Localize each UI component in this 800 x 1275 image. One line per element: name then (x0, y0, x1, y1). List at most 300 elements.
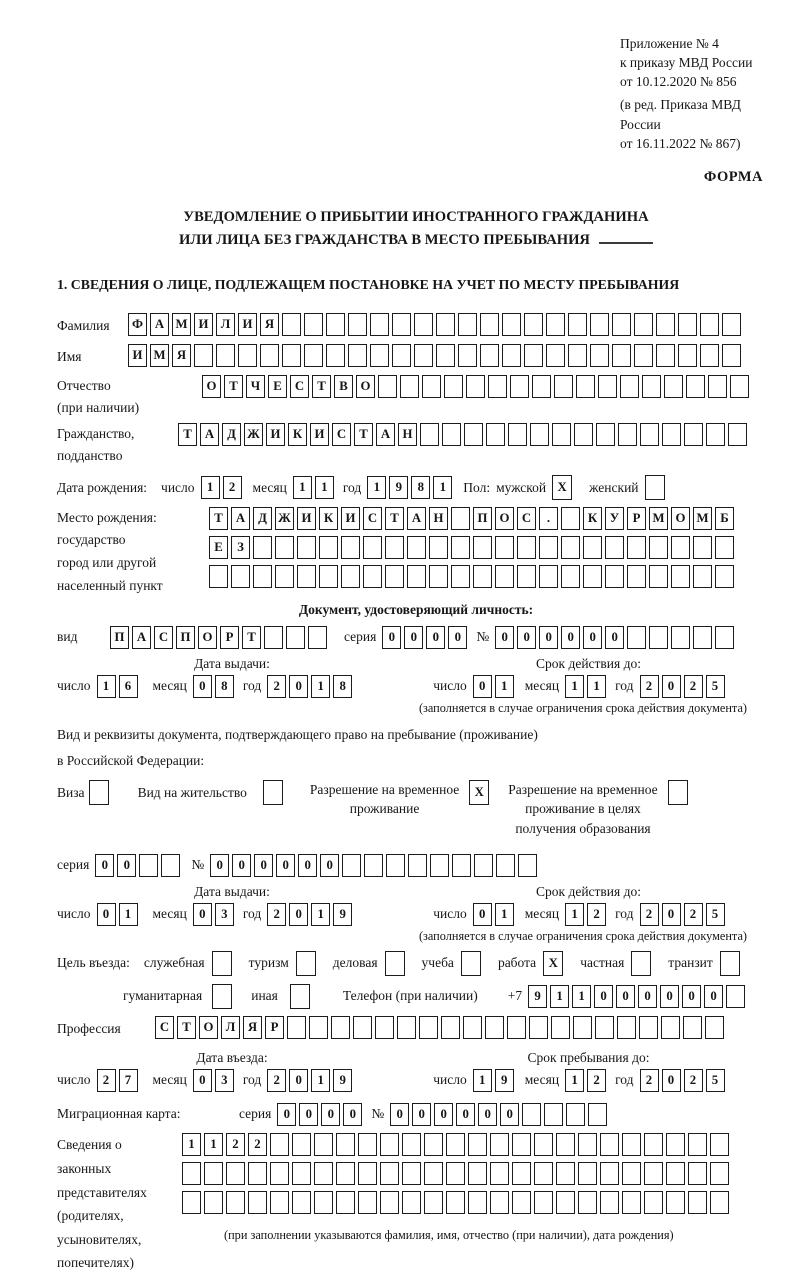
char-cell[interactable]: 0 (682, 985, 701, 1008)
char-cell[interactable]: 1 (315, 476, 334, 499)
char-cell[interactable] (424, 1162, 443, 1185)
char-cell[interactable] (400, 375, 419, 398)
char-cell[interactable] (474, 854, 493, 877)
char-cell[interactable] (452, 854, 471, 877)
char-cell[interactable]: М (649, 507, 668, 530)
char-cell[interactable] (468, 1133, 487, 1156)
char-cell[interactable] (649, 626, 668, 649)
char-cell[interactable]: Н (429, 507, 448, 530)
char-cell[interactable] (544, 1103, 563, 1126)
char-cell[interactable] (539, 565, 558, 588)
char-cell[interactable] (573, 1016, 592, 1039)
char-cell[interactable] (671, 565, 690, 588)
char-cell[interactable] (618, 423, 637, 446)
char-cell[interactable]: И (341, 507, 360, 530)
char-cell[interactable]: 0 (448, 626, 467, 649)
char-cell[interactable]: 0 (517, 626, 536, 649)
char-cell[interactable]: Я (172, 344, 191, 367)
char-cell[interactable] (161, 854, 180, 877)
char-cell[interactable]: 0 (320, 854, 339, 877)
char-cell[interactable] (715, 626, 734, 649)
char-cell[interactable]: 2 (640, 675, 659, 698)
char-cell[interactable] (263, 780, 283, 805)
char-cell[interactable] (348, 313, 367, 336)
char-cell[interactable] (495, 565, 514, 588)
char-cell[interactable] (282, 313, 301, 336)
char-cell[interactable]: 8 (333, 675, 352, 698)
char-cell[interactable]: 9 (495, 1069, 514, 1092)
char-cell[interactable] (524, 313, 543, 336)
char-cell[interactable]: 0 (539, 626, 558, 649)
char-cell[interactable] (260, 344, 279, 367)
char-cell[interactable]: 0 (662, 1069, 681, 1092)
char-cell[interactable] (642, 375, 661, 398)
char-cell[interactable] (397, 1016, 416, 1039)
char-cell[interactable]: 8 (215, 675, 234, 698)
char-cell[interactable] (436, 344, 455, 367)
char-cell[interactable]: 1 (495, 903, 514, 926)
char-cell[interactable] (485, 1016, 504, 1039)
char-cell[interactable] (640, 423, 659, 446)
char-cell[interactable] (463, 1016, 482, 1039)
char-cell[interactable] (644, 1191, 663, 1214)
char-cell[interactable]: Р (627, 507, 646, 530)
char-cell[interactable]: Т (385, 507, 404, 530)
char-cell[interactable]: Ж (275, 507, 294, 530)
char-cell[interactable] (292, 1133, 311, 1156)
char-cell[interactable] (631, 951, 651, 976)
char-cell[interactable]: 1 (311, 1069, 330, 1092)
char-cell[interactable] (292, 1191, 311, 1214)
char-cell[interactable] (364, 854, 383, 877)
char-cell[interactable] (693, 565, 712, 588)
char-cell[interactable] (444, 375, 463, 398)
char-cell[interactable] (402, 1191, 421, 1214)
char-cell[interactable]: З (231, 536, 250, 559)
char-cell[interactable] (496, 854, 515, 877)
char-cell[interactable] (314, 1133, 333, 1156)
char-cell[interactable] (546, 344, 565, 367)
char-cell[interactable] (336, 1133, 355, 1156)
char-cell[interactable]: Т (177, 1016, 196, 1039)
char-cell[interactable] (529, 1016, 548, 1039)
char-cell[interactable] (385, 565, 404, 588)
char-cell[interactable]: 0 (232, 854, 251, 877)
char-cell[interactable]: 0 (704, 985, 723, 1008)
char-cell[interactable] (182, 1191, 201, 1214)
char-cell[interactable]: П (473, 507, 492, 530)
char-cell[interactable] (458, 344, 477, 367)
char-cell[interactable]: 0 (321, 1103, 340, 1126)
char-cell[interactable] (722, 344, 741, 367)
char-cell[interactable] (468, 1191, 487, 1214)
char-cell[interactable] (561, 507, 580, 530)
char-cell[interactable]: 9 (333, 903, 352, 926)
char-cell[interactable] (668, 780, 688, 805)
char-cell[interactable]: 2 (223, 476, 242, 499)
char-cell[interactable]: В (334, 375, 353, 398)
char-cell[interactable]: 0 (583, 626, 602, 649)
char-cell[interactable] (336, 1162, 355, 1185)
char-cell[interactable]: 0 (210, 854, 229, 877)
char-cell[interactable] (678, 313, 697, 336)
char-cell[interactable] (358, 1133, 377, 1156)
char-cell[interactable]: 1 (367, 476, 386, 499)
char-cell[interactable] (194, 344, 213, 367)
char-cell[interactable] (308, 626, 327, 649)
char-cell[interactable] (270, 1133, 289, 1156)
char-cell[interactable] (182, 1162, 201, 1185)
char-cell[interactable]: 0 (97, 903, 116, 926)
char-cell[interactable]: 1 (495, 675, 514, 698)
char-cell[interactable]: Т (242, 626, 261, 649)
char-cell[interactable] (556, 1162, 575, 1185)
char-cell[interactable] (231, 565, 250, 588)
char-cell[interactable]: 0 (298, 854, 317, 877)
char-cell[interactable] (461, 951, 481, 976)
char-cell[interactable] (656, 344, 675, 367)
char-cell[interactable]: Б (715, 507, 734, 530)
char-cell[interactable] (576, 375, 595, 398)
char-cell[interactable] (380, 1162, 399, 1185)
char-cell[interactable]: 0 (299, 1103, 318, 1126)
char-cell[interactable] (715, 536, 734, 559)
char-cell[interactable] (468, 1162, 487, 1185)
char-cell[interactable]: 0 (289, 1069, 308, 1092)
char-cell[interactable] (407, 565, 426, 588)
char-cell[interactable]: 0 (426, 626, 445, 649)
char-cell[interactable] (436, 313, 455, 336)
char-cell[interactable] (612, 344, 631, 367)
char-cell[interactable]: Л (216, 313, 235, 336)
char-cell[interactable]: С (155, 1016, 174, 1039)
char-cell[interactable] (556, 1191, 575, 1214)
char-cell[interactable] (634, 313, 653, 336)
char-cell[interactable] (370, 344, 389, 367)
char-cell[interactable] (710, 1191, 729, 1214)
char-cell[interactable]: О (356, 375, 375, 398)
char-cell[interactable]: О (199, 1016, 218, 1039)
char-cell[interactable]: 0 (117, 854, 136, 877)
char-cell[interactable] (720, 951, 740, 976)
char-cell[interactable] (686, 375, 705, 398)
char-cell[interactable]: О (198, 626, 217, 649)
char-cell[interactable] (304, 344, 323, 367)
char-cell[interactable] (275, 536, 294, 559)
char-cell[interactable] (204, 1191, 223, 1214)
char-cell[interactable]: 8 (411, 476, 430, 499)
char-cell[interactable] (430, 854, 449, 877)
char-cell[interactable] (253, 565, 272, 588)
char-cell[interactable] (441, 1016, 460, 1039)
char-cell[interactable] (502, 344, 521, 367)
char-cell[interactable]: 0 (605, 626, 624, 649)
char-cell[interactable]: 5 (706, 675, 725, 698)
char-cell[interactable]: 2 (97, 1069, 116, 1092)
char-cell[interactable] (561, 536, 580, 559)
char-cell[interactable] (722, 313, 741, 336)
char-cell[interactable] (639, 1016, 658, 1039)
char-cell[interactable]: М (150, 344, 169, 367)
char-cell[interactable]: 1 (565, 675, 584, 698)
char-cell[interactable] (386, 854, 405, 877)
char-cell[interactable] (726, 985, 745, 1008)
char-cell[interactable]: Ч (246, 375, 265, 398)
char-cell[interactable] (512, 1133, 531, 1156)
char-cell[interactable] (530, 423, 549, 446)
char-cell[interactable]: К (583, 507, 602, 530)
char-cell[interactable]: 1 (550, 985, 569, 1008)
char-cell[interactable]: 9 (333, 1069, 352, 1092)
char-cell[interactable] (688, 1133, 707, 1156)
char-cell[interactable] (605, 536, 624, 559)
char-cell[interactable]: А (231, 507, 250, 530)
char-cell[interactable] (319, 536, 338, 559)
char-cell[interactable] (715, 565, 734, 588)
char-cell[interactable]: 0 (277, 1103, 296, 1126)
char-cell[interactable] (464, 423, 483, 446)
char-cell[interactable] (348, 344, 367, 367)
char-cell[interactable] (617, 1016, 636, 1039)
char-cell[interactable] (488, 375, 507, 398)
char-cell[interactable] (656, 313, 675, 336)
char-cell[interactable]: А (200, 423, 219, 446)
char-cell[interactable] (270, 1162, 289, 1185)
char-cell[interactable]: М (172, 313, 191, 336)
char-cell[interactable] (451, 507, 470, 530)
char-cell[interactable] (490, 1162, 509, 1185)
char-cell[interactable] (645, 475, 665, 500)
char-cell[interactable]: Р (265, 1016, 284, 1039)
char-cell[interactable] (534, 1133, 553, 1156)
char-cell[interactable]: И (297, 507, 316, 530)
char-cell[interactable] (253, 536, 272, 559)
char-cell[interactable] (287, 1016, 306, 1039)
char-cell[interactable]: 2 (587, 903, 606, 926)
char-cell[interactable] (89, 780, 109, 805)
char-cell[interactable] (661, 1016, 680, 1039)
char-cell[interactable]: С (154, 626, 173, 649)
char-cell[interactable]: 0 (561, 626, 580, 649)
char-cell[interactable]: С (332, 423, 351, 446)
char-cell[interactable]: 6 (119, 675, 138, 698)
char-cell[interactable] (590, 313, 609, 336)
char-cell[interactable]: 0 (660, 985, 679, 1008)
char-cell[interactable]: 2 (267, 1069, 286, 1092)
char-cell[interactable]: 2 (226, 1133, 245, 1156)
char-cell[interactable]: П (110, 626, 129, 649)
char-cell[interactable]: О (495, 507, 514, 530)
char-cell[interactable]: 0 (343, 1103, 362, 1126)
char-cell[interactable] (353, 1016, 372, 1039)
char-cell[interactable]: 1 (182, 1133, 201, 1156)
char-cell[interactable] (588, 1103, 607, 1126)
char-cell[interactable]: 9 (528, 985, 547, 1008)
char-cell[interactable] (226, 1162, 245, 1185)
char-cell[interactable]: Т (178, 423, 197, 446)
char-cell[interactable]: 0 (662, 903, 681, 926)
char-cell[interactable] (490, 1133, 509, 1156)
char-cell[interactable] (286, 626, 305, 649)
char-cell[interactable]: Я (243, 1016, 262, 1039)
char-cell[interactable]: 0 (404, 626, 423, 649)
char-cell[interactable]: 1 (473, 1069, 492, 1092)
char-cell[interactable] (534, 1162, 553, 1185)
char-cell[interactable] (598, 375, 617, 398)
char-cell[interactable]: К (319, 507, 338, 530)
char-cell[interactable] (296, 951, 316, 976)
char-cell[interactable] (600, 1162, 619, 1185)
char-cell[interactable] (620, 375, 639, 398)
char-cell[interactable] (420, 423, 439, 446)
char-cell[interactable]: 0 (434, 1103, 453, 1126)
char-cell[interactable] (705, 1016, 724, 1039)
char-cell[interactable] (275, 565, 294, 588)
char-cell[interactable]: Д (222, 423, 241, 446)
char-cell[interactable]: 1 (293, 476, 312, 499)
char-cell[interactable] (297, 565, 316, 588)
char-cell[interactable]: М (693, 507, 712, 530)
char-cell[interactable] (554, 375, 573, 398)
char-cell[interactable]: 0 (382, 626, 401, 649)
char-cell[interactable] (730, 375, 749, 398)
char-cell[interactable] (408, 854, 427, 877)
char-cell[interactable]: 1 (587, 675, 606, 698)
char-cell[interactable] (512, 1191, 531, 1214)
char-cell[interactable]: 5 (706, 1069, 725, 1092)
char-cell[interactable] (326, 344, 345, 367)
char-cell[interactable] (216, 344, 235, 367)
char-cell[interactable]: Т (354, 423, 373, 446)
char-cell[interactable] (495, 536, 514, 559)
char-cell[interactable] (314, 1191, 333, 1214)
char-cell[interactable] (304, 313, 323, 336)
char-cell[interactable]: 0 (193, 675, 212, 698)
char-cell[interactable] (446, 1133, 465, 1156)
char-cell[interactable] (212, 984, 232, 1009)
char-cell[interactable]: И (266, 423, 285, 446)
char-cell[interactable] (209, 565, 228, 588)
char-cell[interactable] (341, 536, 360, 559)
char-cell[interactable] (139, 854, 158, 877)
char-cell[interactable]: 0 (254, 854, 273, 877)
char-cell[interactable] (248, 1191, 267, 1214)
char-cell[interactable]: А (132, 626, 151, 649)
char-cell[interactable] (596, 423, 615, 446)
char-cell[interactable]: 1 (311, 675, 330, 698)
char-cell[interactable]: 0 (193, 1069, 212, 1092)
char-cell[interactable] (706, 423, 725, 446)
char-cell[interactable]: 0 (638, 985, 657, 1008)
char-cell[interactable] (671, 626, 690, 649)
char-cell[interactable]: 0 (95, 854, 114, 877)
char-cell[interactable]: Ж (244, 423, 263, 446)
char-cell[interactable] (446, 1162, 465, 1185)
char-cell[interactable] (524, 344, 543, 367)
char-cell[interactable]: 0 (478, 1103, 497, 1126)
char-cell[interactable]: 1 (119, 903, 138, 926)
char-cell[interactable] (517, 536, 536, 559)
char-cell[interactable]: 0 (276, 854, 295, 877)
char-cell[interactable] (568, 344, 587, 367)
char-cell[interactable] (264, 626, 283, 649)
char-cell[interactable] (700, 313, 719, 336)
char-cell[interactable]: И (194, 313, 213, 336)
char-cell[interactable] (600, 1133, 619, 1156)
char-cell[interactable] (326, 313, 345, 336)
char-cell[interactable] (534, 1191, 553, 1214)
char-cell[interactable] (486, 423, 505, 446)
char-cell[interactable] (341, 565, 360, 588)
char-cell[interactable] (693, 536, 712, 559)
char-cell[interactable] (551, 1016, 570, 1039)
char-cell[interactable] (392, 313, 411, 336)
char-cell[interactable] (539, 536, 558, 559)
char-cell[interactable] (292, 1162, 311, 1185)
char-cell[interactable] (612, 313, 631, 336)
char-cell[interactable]: 1 (572, 985, 591, 1008)
char-cell[interactable] (517, 565, 536, 588)
char-cell[interactable] (480, 313, 499, 336)
char-cell[interactable]: 0 (456, 1103, 475, 1126)
char-cell[interactable] (666, 1191, 685, 1214)
char-cell[interactable]: 1 (201, 476, 220, 499)
char-cell[interactable] (508, 423, 527, 446)
char-cell[interactable]: 1 (311, 903, 330, 926)
char-cell[interactable]: 3 (215, 1069, 234, 1092)
char-cell[interactable]: 2 (267, 675, 286, 698)
char-cell[interactable] (380, 1191, 399, 1214)
char-cell[interactable] (429, 565, 448, 588)
char-cell[interactable]: К (288, 423, 307, 446)
char-cell[interactable]: А (150, 313, 169, 336)
char-cell[interactable] (309, 1016, 328, 1039)
char-cell[interactable] (212, 951, 232, 976)
char-cell[interactable]: 1 (565, 903, 584, 926)
char-cell[interactable]: А (407, 507, 426, 530)
char-cell[interactable]: 2 (248, 1133, 267, 1156)
char-cell[interactable]: 0 (390, 1103, 409, 1126)
char-cell[interactable] (502, 313, 521, 336)
char-cell[interactable] (622, 1191, 641, 1214)
char-cell[interactable] (342, 854, 361, 877)
char-cell[interactable] (204, 1162, 223, 1185)
char-cell[interactable]: Н (398, 423, 417, 446)
char-cell[interactable] (684, 423, 703, 446)
char-cell[interactable] (458, 313, 477, 336)
char-cell[interactable]: X (552, 475, 572, 500)
char-cell[interactable] (518, 854, 537, 877)
char-cell[interactable]: 0 (662, 675, 681, 698)
char-cell[interactable] (683, 1016, 702, 1039)
char-cell[interactable] (627, 626, 646, 649)
char-cell[interactable] (688, 1162, 707, 1185)
char-cell[interactable] (552, 423, 571, 446)
char-cell[interactable] (297, 536, 316, 559)
char-cell[interactable] (446, 1191, 465, 1214)
char-cell[interactable]: П (176, 626, 195, 649)
char-cell[interactable]: X (469, 780, 489, 805)
char-cell[interactable]: 5 (706, 903, 725, 926)
char-cell[interactable]: 0 (193, 903, 212, 926)
char-cell[interactable] (407, 536, 426, 559)
char-cell[interactable]: 7 (119, 1069, 138, 1092)
char-cell[interactable] (634, 344, 653, 367)
char-cell[interactable] (583, 565, 602, 588)
char-cell[interactable] (662, 423, 681, 446)
char-cell[interactable]: 3 (215, 903, 234, 926)
char-cell[interactable]: С (290, 375, 309, 398)
